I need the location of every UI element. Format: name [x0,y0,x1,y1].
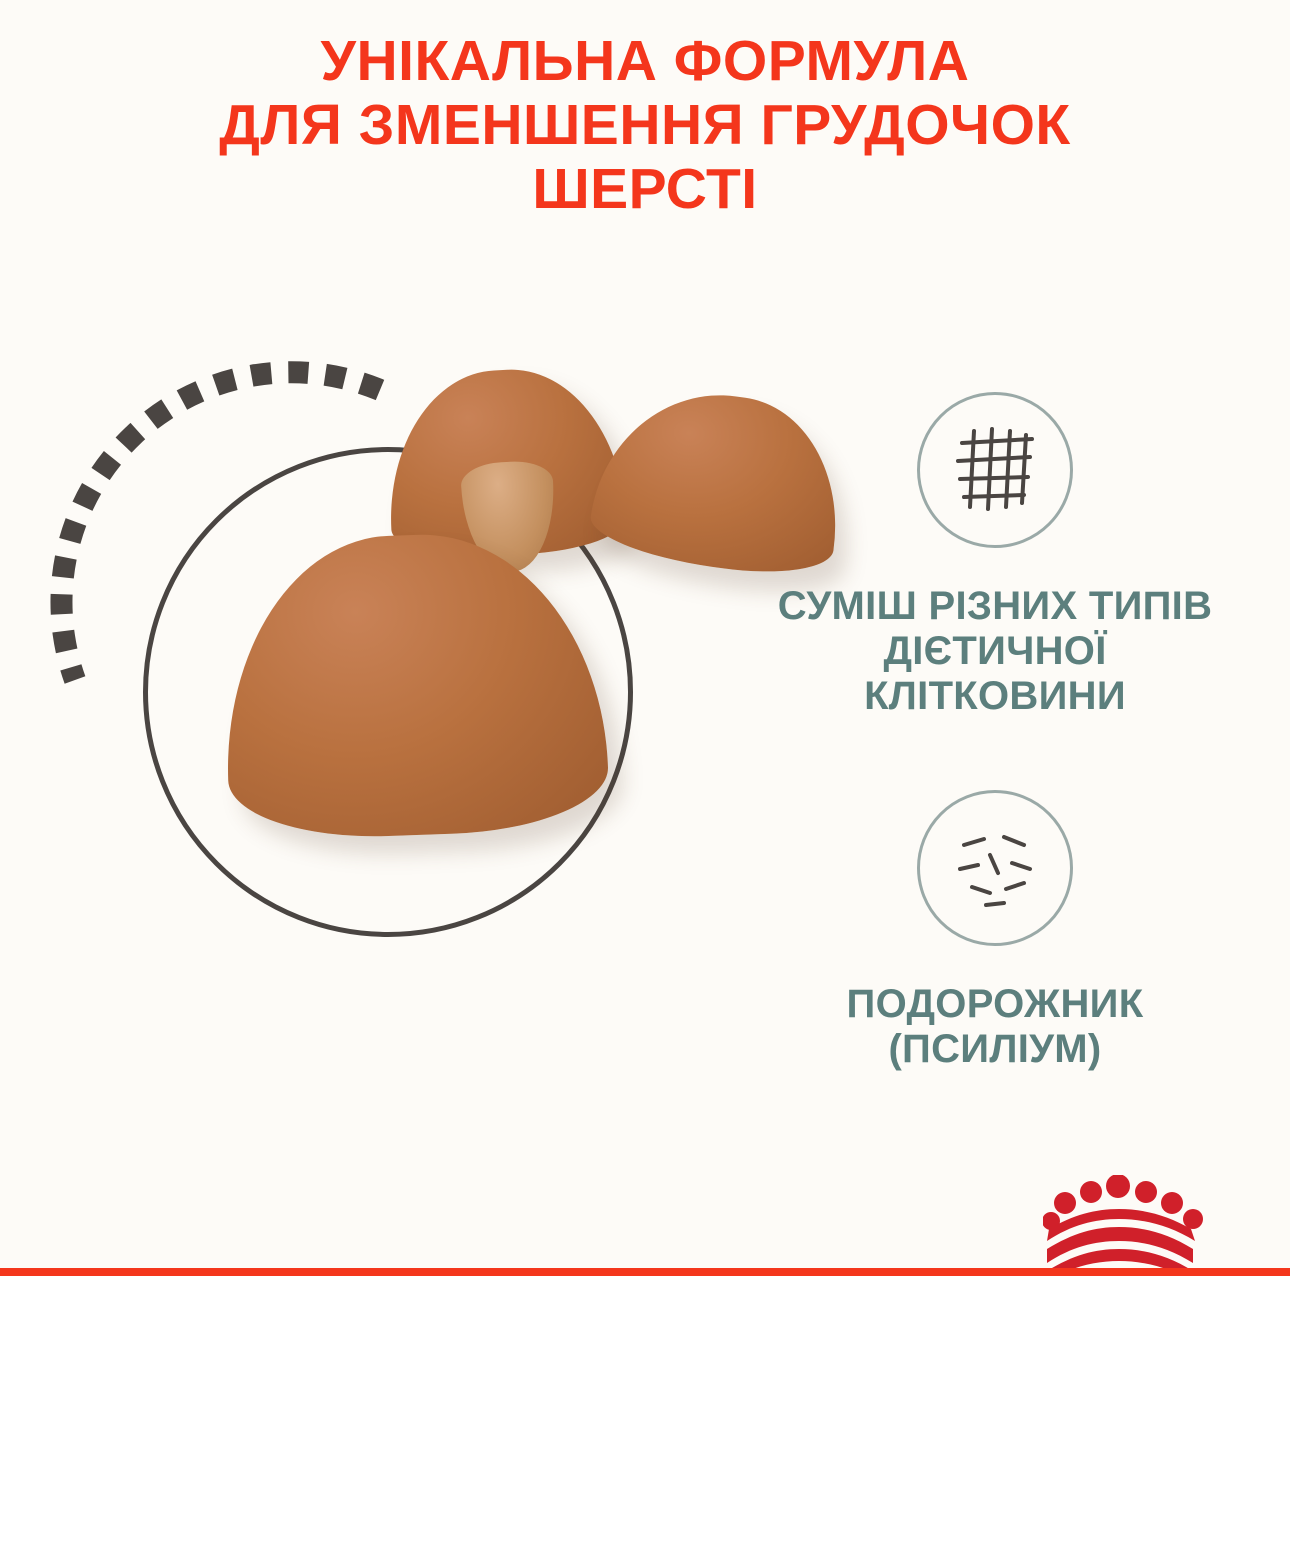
benefit-item-psyllium [700,790,1290,1072]
kibble-illustration [0,330,700,1010]
benefit-item-fiber [700,392,1290,720]
bottom-divider [0,1268,1290,1276]
benefit-label-fiber: СУМІШ РІЗНИХ ТИПІВ ДІЄТИЧНОЇ КЛІТКОВИНИ [777,584,1213,719]
benefit-label-psyllium: ПОДОРОЖНИК (ПСИЛІУМ) [846,982,1144,1072]
bottom-white-area [0,1276,1290,1542]
headline-line-2: ДЛЯ ЗМЕНШЕННЯ ГРУДОЧОК [219,92,1071,157]
page-title [60,30,1230,221]
fiber-mesh-icon [917,392,1073,548]
headline-line-1: УНІКАЛЬНА ФОРМУЛА [320,29,970,93]
psyllium-seeds-icon [917,790,1073,946]
headline-line-3: ШЕРСТІ [532,156,758,221]
